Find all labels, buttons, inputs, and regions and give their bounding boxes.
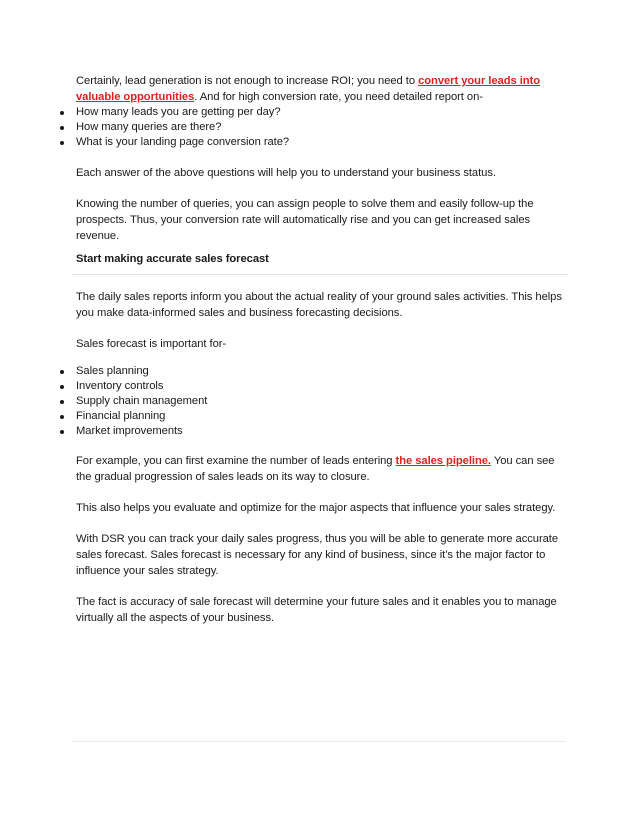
intro-text-after: . And for high conversion rate, you need detailed report on- bbox=[194, 91, 483, 103]
list-item: Sales planning bbox=[60, 364, 550, 379]
forecast-uses-list bbox=[60, 364, 550, 439]
bullet-icon bbox=[60, 415, 64, 419]
bullet-icon bbox=[60, 141, 64, 145]
list-item: Market improvements bbox=[60, 424, 550, 439]
daily-reports-paragraph: The daily sales reports inform you about the actual reality of your ground sales activities. This helps you make data-informed sales and business forecasting decisions. bbox=[76, 291, 562, 319]
fact-paragraph: The fact is accuracy of sale forecast will determine your future sales and it enables you to manage virtually all the aspects of your business. bbox=[76, 596, 557, 624]
list-item: How many queries are there? bbox=[60, 120, 550, 135]
list-item: What is your landing page conversion rate? bbox=[60, 135, 550, 150]
evaluate-paragraph: This also helps you evaluate and optimize for the major aspects that influence your sales strategy. bbox=[76, 502, 556, 514]
bullet-icon bbox=[60, 370, 64, 374]
bullet-icon bbox=[60, 400, 64, 404]
each-answer-paragraph: Each answer of the above questions will help you to understand your business status. bbox=[76, 167, 496, 179]
document-body bbox=[76, 73, 566, 626]
report-questions-list bbox=[60, 105, 550, 150]
sales-pipeline-link[interactable]: the sales pipeline. bbox=[395, 455, 491, 467]
dsr-paragraph: With DSR you can track your daily sales progress, thus you will be able to generate more accurate sales forecast. Sales forecast is necessary for any kind of business, since it’s the major factor to influence your sales strategy. bbox=[76, 533, 559, 577]
bullet-icon bbox=[60, 385, 64, 389]
example-text-after: You can see the gradual progression of sales leads on its way to closure. bbox=[76, 455, 555, 483]
bullet-icon bbox=[60, 430, 64, 434]
convert-leads-link[interactable]: convert your leads into valuable opportunities bbox=[76, 75, 541, 103]
list-item: Financial planning bbox=[60, 409, 550, 424]
bullet-icon bbox=[60, 111, 64, 115]
list-item: Supply chain management bbox=[60, 394, 550, 409]
footer-divider bbox=[72, 741, 566, 742]
list-item: How many leads you are getting per day? bbox=[60, 105, 550, 120]
example-text-before: For example, you can first examine the number of leads entering bbox=[76, 455, 393, 467]
intro-text-before: Certainly, lead generation is not enough to increase ROI; you need to bbox=[76, 75, 416, 87]
forecast-important-paragraph: Sales forecast is important for- bbox=[76, 338, 227, 350]
intro-paragraph bbox=[76, 73, 566, 105]
section-divider bbox=[72, 274, 568, 275]
section-heading-forecast: Start making accurate sales forecast bbox=[76, 253, 269, 265]
example-paragraph bbox=[76, 453, 566, 485]
knowing-queries-paragraph: Knowing the number of queries, you can assign people to solve them and easily follow-up the prospects. Thus, your conversion rate will automatically rise and you can get increased sales revenue. bbox=[76, 198, 534, 242]
bullet-icon bbox=[60, 126, 64, 130]
list-item: Inventory controls bbox=[60, 379, 550, 394]
